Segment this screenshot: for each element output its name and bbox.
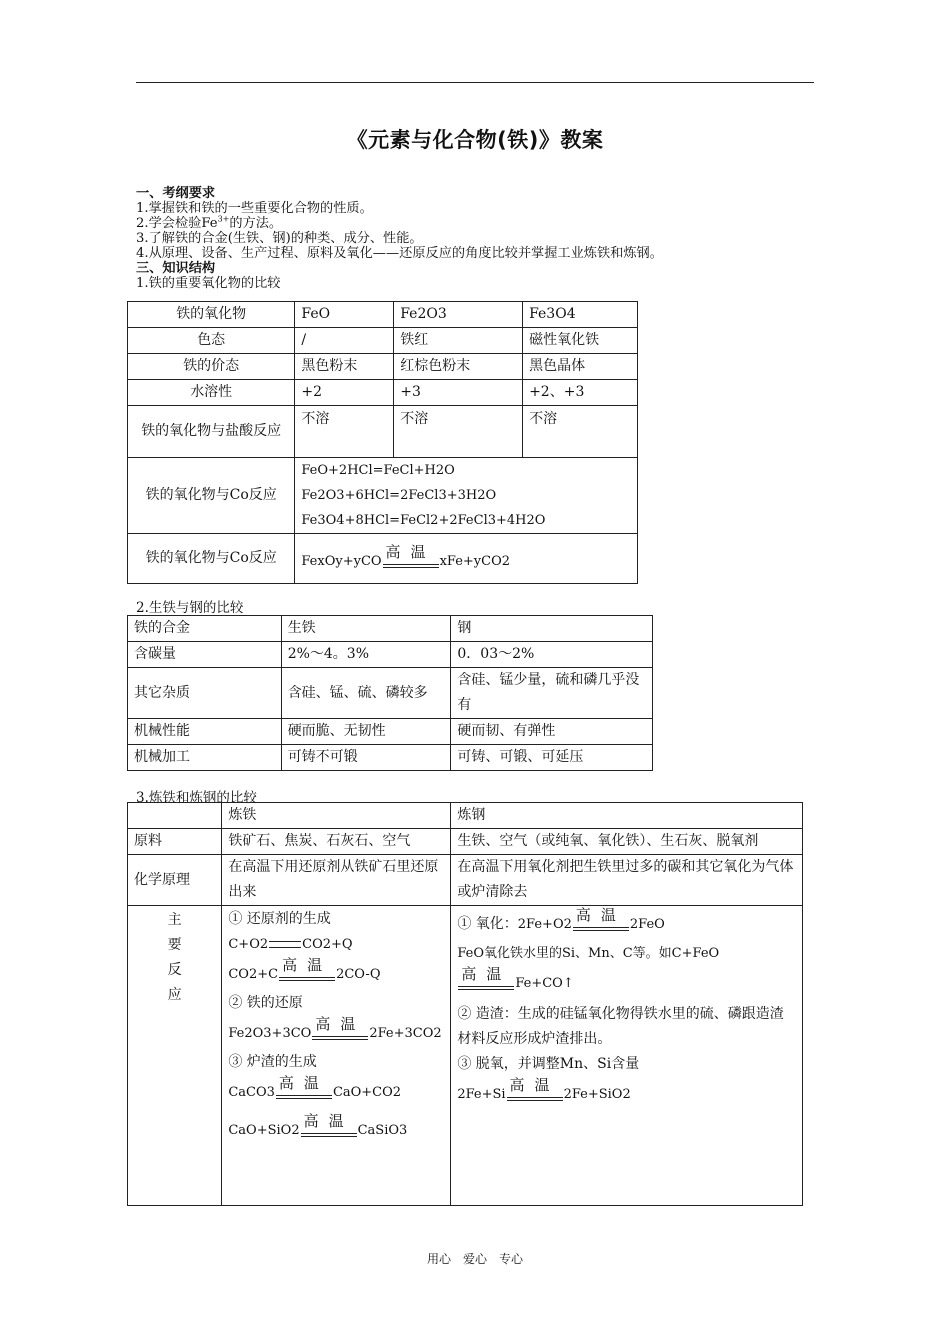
section-syllabus (136, 186, 663, 291)
table-cell (128, 906, 222, 1206)
step-label: ② 造渣：生成的硅锰氧化物得铁水里的硫、磷跟造渣材料反应形成炉渣排出。 (457, 1006, 784, 1047)
table-cell: 在高温下用还原剂从铁矿石里还原出来 (222, 855, 451, 906)
high-temp-arrow: 高温 (276, 1075, 332, 1105)
table-cell: / (295, 328, 394, 354)
subheading: 2.生铁与钢的比较 (136, 600, 244, 616)
table-cell (295, 458, 638, 534)
subheading: 1.铁的重要氧化物的比较 (136, 276, 281, 291)
table-cell: 铁的氧化物与Co反应 (128, 534, 295, 584)
section-heading: 三、知识结构 (136, 261, 216, 276)
table-cell: 生铁、空气（或纯氧、氧化铁）、生石灰、脱氧剂 (451, 829, 803, 855)
reaction-text: FeO氧化铁水里的Si、Mn、C等。如C+FeO (457, 946, 720, 961)
table-cell: 铁的氧化物与盐酸反应 (128, 406, 295, 458)
equation: CaO+SiO2 高温 CaSiO3 (228, 1113, 444, 1143)
table-row (128, 745, 653, 771)
table-cell: 黑色粉末 (295, 354, 394, 380)
table-cell: 不溶 (394, 406, 523, 458)
table-row (128, 380, 638, 406)
table-cell: 化学原理 (128, 855, 222, 906)
table-cell: 铁的价态 (128, 354, 295, 380)
high-temp-arrow: 高温 (507, 1077, 563, 1107)
table-cell: 磁性氧化铁 (523, 328, 638, 354)
table-row (128, 302, 638, 328)
table-cell: 2%～4。3% (281, 642, 451, 668)
table-cell: 不溶 (295, 406, 394, 458)
alloy-table (127, 615, 653, 771)
table-cell: 炼钢 (451, 803, 803, 829)
table-cell: 可铸不可锻 (281, 745, 451, 771)
table-cell: 铁的氧化物 (128, 302, 295, 328)
table-cell: +2 (295, 380, 394, 406)
table-cell: Fe3O4 (523, 302, 638, 328)
table-row (128, 719, 653, 745)
table-row (128, 906, 803, 1206)
table-cell: 含硅、锰少量，硫和磷几乎没有 (451, 668, 653, 719)
table-cell: 水溶性 (128, 380, 295, 406)
step-label: ③ 炉渣的生成 (228, 1054, 317, 1070)
table-row (128, 803, 803, 829)
table-cell: 在高温下用氧化剂把生铁里过多的碳和其它氧化为气体或炉清除去 (451, 855, 803, 906)
table-cell: Fe2O3 (394, 302, 523, 328)
list-item: 4.从原理、设备、生产过程、原料及氧化——还原反应的角度比较并掌握工业炼铁和炼钢。 (136, 246, 663, 261)
table-row (128, 668, 653, 719)
table-cell: +3 (394, 380, 523, 406)
oxide-table (127, 301, 638, 584)
table-row (128, 328, 638, 354)
equation: Fe2O3+3CO 高温 2Fe+3CO2 (228, 1016, 444, 1046)
high-temp-arrow: 高温 (383, 544, 439, 574)
table-cell: 红棕色粉末 (394, 354, 523, 380)
high-temp-arrow: 高温 (301, 1113, 357, 1143)
table-cell (295, 534, 638, 584)
section-heading: 一、考纲要求 (136, 186, 216, 201)
table-cell (222, 906, 451, 1206)
table-cell: 炼铁 (222, 803, 451, 829)
table-cell: 机械加工 (128, 745, 282, 771)
list-item: 1.掌握铁和铁的一些重要化合物的性质。 (136, 201, 373, 216)
table-row (128, 354, 638, 380)
table-cell: 含碳量 (128, 642, 282, 668)
table-cell (451, 906, 803, 1206)
equation: CO2+C 高温 2CO-Q (228, 957, 444, 987)
table-row (128, 458, 638, 534)
main-reactions-label: 主要反应 (167, 912, 182, 1003)
table-cell: 硬而韧、有弹性 (451, 719, 653, 745)
table-cell: 铁的氧化物与Co反应 (128, 458, 295, 534)
page-footer: 用心 爱心 专心 (426, 1252, 523, 1266)
equation: CaCO3 高温 CaO+CO2 (228, 1075, 444, 1105)
step-label: ② 铁的还原 (228, 995, 303, 1011)
equation-left: FexOy+yCO (301, 553, 382, 569)
list-item: 2.学会检验$Fe^{3+}$的方法。 (136, 214, 283, 231)
table-row (128, 642, 653, 668)
equation: C+O2 CO2+Q (228, 937, 353, 952)
table-cell: 钢 (451, 616, 653, 642)
table-cell: 其它杂质 (128, 668, 282, 719)
equation: 高温 Fe+CO↑ (457, 966, 796, 996)
equation-right: xFe+yCO2 (439, 553, 511, 569)
table-cell: 铁红 (394, 328, 523, 354)
smelting-table (127, 802, 803, 1206)
high-temp-arrow: 高温 (279, 957, 335, 987)
table-cell: 0．03～2% (451, 642, 653, 668)
table-cell: 硬而脆、无韧性 (281, 719, 451, 745)
table-row (128, 616, 653, 642)
table-row (128, 406, 638, 458)
step-label: ③ 脱氧，并调整Mn、Si含量 (457, 1056, 640, 1072)
table-cell: FeO (295, 302, 394, 328)
page-title: 《元素与化合物(铁)》教案 (346, 128, 604, 152)
table-cell: 不溶 (523, 406, 638, 458)
table-row (128, 534, 638, 584)
table-cell: 机械性能 (128, 719, 282, 745)
list-item: 3.了解铁的合金(生铁、钢)的种类、成分、性能。 (136, 231, 423, 246)
equation: Fe3O4+8HCl=FeCl2+2FeCl3+4H2O (301, 513, 546, 528)
table-cell: 铁的合金 (128, 616, 282, 642)
high-temp-arrow: 高温 (458, 966, 514, 996)
equation: 2Fe+Si 高温 2Fe+SiO2 (457, 1077, 796, 1107)
table-cell: 可铸、可锻、可延压 (451, 745, 653, 771)
table-row (128, 855, 803, 906)
equation: ① 氧化：2Fe+O2 高温 2FeO (457, 907, 796, 937)
header-rule (136, 82, 814, 83)
table-cell: 生铁 (281, 616, 451, 642)
table-cell: 黑色晶体 (523, 354, 638, 380)
table-cell: 色态 (128, 328, 295, 354)
table-row (128, 829, 803, 855)
high-temp-arrow: 高温 (312, 1016, 368, 1046)
table-cell (128, 803, 222, 829)
step-label: ① 还原剂的生成 (228, 911, 331, 927)
subheading: 3.炼铁和炼钢的比较 (136, 790, 257, 806)
table-cell: 含硅、锰、硫、磷较多 (281, 668, 451, 719)
equation: FeO+2HCl=FeCl+H2O (301, 463, 455, 478)
table-cell: 原料 (128, 829, 222, 855)
equation: Fe2O3+6HCl=2FeCl3+3H2O (301, 488, 497, 503)
table-cell: 铁矿石、焦炭、石灰石、空气 (222, 829, 451, 855)
table-cell: +2、+3 (523, 380, 638, 406)
high-temp-arrow: 高温 (573, 907, 629, 937)
